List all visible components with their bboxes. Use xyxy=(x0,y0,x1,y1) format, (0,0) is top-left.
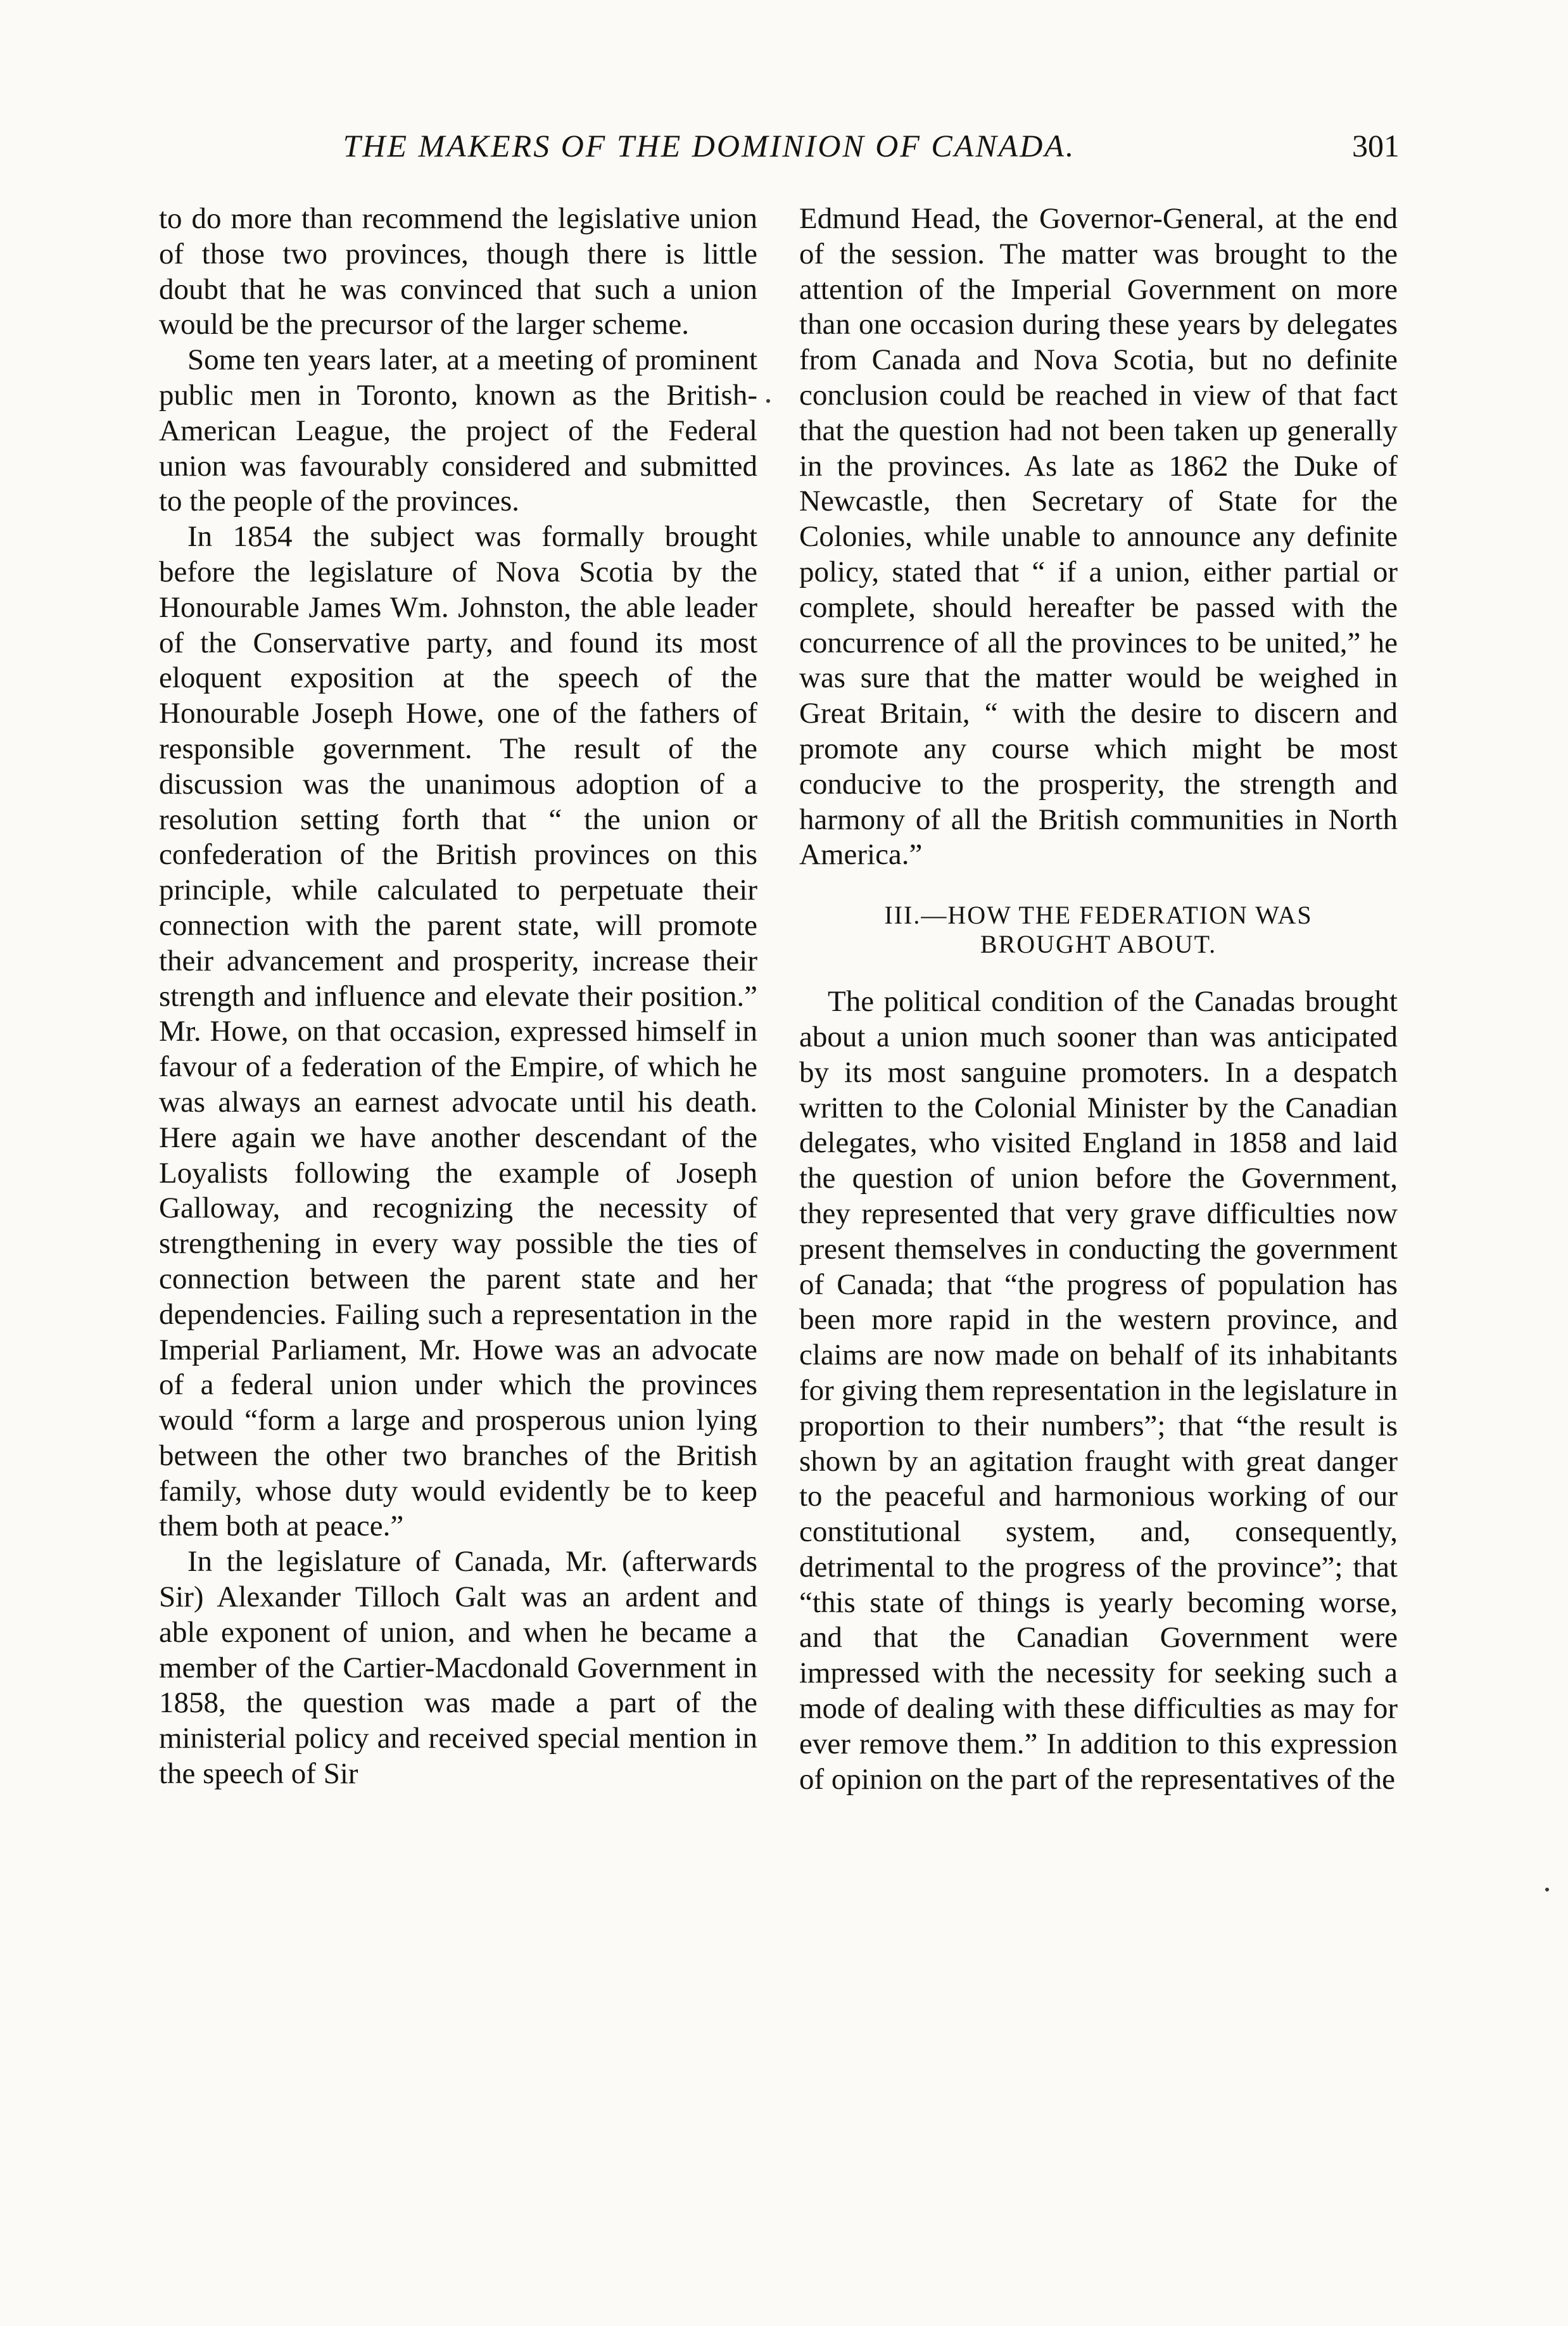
paragraph-right-2: The political condition of the Canadas brought about a union much sooner than was anticipated by its most sanguine promoters. In a despatch written to the Colonial Minister by the Canadian delegates, who visited England in 1858 and laid the question of union before the Government, they represented that very grave difficulties now present themselves in conducting the government of Canada; that “the progress of population has been more rapid in the western province, and claims are now made on behalf of its inhabitants for giving them representation in the legislature in proportion to their numbers”; that “the result is shown by an agitation fraught with great danger to the peaceful and harmonious working of our constitutional system, and, consequently, detrimental to the progress of the province”; that “this state of things is yearly becoming worse, and that the Canadian Government were impressed with the necessity for seeking such a mode of dealing with these difficulties as may for ever remove them.” In addition to this expression of opinion on the part of the representatives of the xyxy=(799,985,1398,1796)
page-header xyxy=(0,120,1568,171)
right-column xyxy=(799,201,1398,1797)
left-column xyxy=(159,201,757,1792)
page-number: 301 xyxy=(1352,128,1400,163)
section-heading-line-1: III.—HOW THE FEDERATION WAS xyxy=(884,901,1313,930)
section-heading xyxy=(799,901,1398,959)
running-title: THE MAKERS OF THE DOMINION OF CANADA. xyxy=(343,128,1076,163)
print-speck xyxy=(766,399,770,403)
paragraph-left-3: In 1854 the subject was formally brought before the legislature of Nova Scotia by the Honourable James Wm. Johnston, the able leader of the Conservative party, and found its most eloquent exposition at the speech of the Honourable Joseph Howe, one of the fathers of responsible government. The result of the discussion was the unanimous adoption of a resolution setting forth that “ the union or confederation of the British provinces on this principle, while calculated to perpetuate their connection with the parent state, will promote their advancement and prosperity, increase their strength and influence and elevate their position.” Mr. Howe, on that occasion, expressed himself in favour of a federation of the Empire, of which he was always an earnest advocate until his death. Here again we have another descendant of the Loyalists following the example of Joseph Galloway, and recognizing the necessity of strengthening in every way possible the ties of connection between the parent state and her dependencies. Failing such a representation in the Imperial Parliament, Mr. Howe was an advocate of a federal union under which the provinces would “form a large and prosperous union lying between the other two branches of the British family, whose duty would evidently be to keep them both at peace.” xyxy=(159,520,757,1543)
paragraph-right-1: Edmund Head, the Governor-General, at the end of the session. The matter was brought to the attention of the Imperial Government on more than one occasion during these years by delegates from Canada and Nova Scotia, but no definite conclusion could be reached in view of that fact that the question had not been taken up generally in the provinces. As late as 1862 the Duke of Newcastle, then Secretary of State for the Colonies, while unable to announce any definite policy, stated that “ if a union, either partial or complete, should hereafter be passed with the concurrence of all the provinces to be united,” he was sure that the matter would be weighed in Great Britain, “ with the desire to discern and promote any course which might be most conducive to the prosperity, the strength and harmony of all the British communities in North America.” xyxy=(799,202,1398,872)
paragraph-left-2: Some ten years later, at a meeting of prominent public men in Toronto, known as the British-American League, the project of the Federal union was favourably considered and submitted to the people of the provinces. xyxy=(159,343,757,518)
print-speck xyxy=(1545,1888,1549,1891)
paragraph-left-4: In the legislature of Canada, Mr. (afterwards Sir) Alexander Tilloch Galt was an ardent and able exponent of union, and when he became a member of the Cartier-Macdonald Government in 1858, the question was made a part of the ministerial policy and received special mention in the speech of Sir xyxy=(159,1545,757,1791)
section-heading-line-2: BROUGHT ABOUT. xyxy=(980,930,1217,959)
paragraph-left-1: to do more than recommend the legislative union of those two provinces, though there is little doubt that he was convinced that such a union would be the precursor of the larger scheme. xyxy=(159,202,757,341)
